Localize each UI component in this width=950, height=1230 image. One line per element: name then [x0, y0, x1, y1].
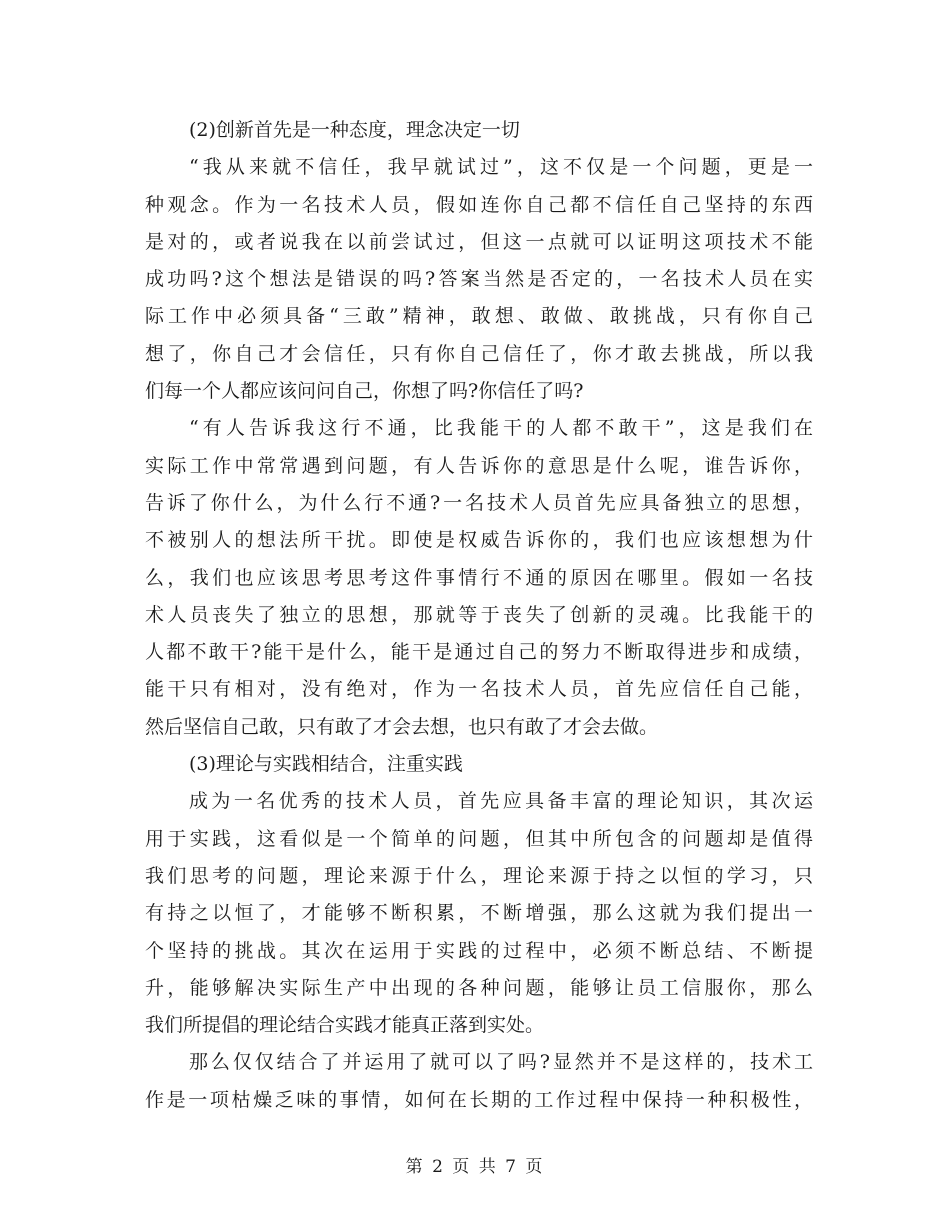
text-line: 是对的，或者说我在以前尝试过，但这一点就可以证明这项技术不能 [145, 230, 813, 253]
text-line: “我从来就不信任，我早就试过”，这不仅是一个问题，更是一 [189, 156, 813, 179]
text-line: 升，能够解决实际生产中出现的各种问题，能够让员工信服你，那么 [145, 976, 813, 999]
text-line: 际工作中必须具备“三敢”精神，敢想、敢做、敢挑战，只有你自己 [145, 305, 813, 328]
text-line: 告诉了你什么，为什么行不通?一名技术人员首先应具备独立的思想， [145, 491, 813, 514]
text-line: 个坚持的挑战。其次在运用于实践的过程中，必须不断总结、不断提 [145, 939, 813, 962]
text-line: 我们思考的问题，理论来源于什么，理论来源于持之以恒的学习，只 [145, 864, 813, 887]
text-line: “有人告诉我这行不通，比我能干的人都不敢干”，这是我们在 [189, 417, 813, 440]
text-line: 想了，你自己才会信任，只有你自己信任了，你才敢去挑战，所以我 [145, 342, 813, 365]
text-line: 么，我们也应该思考思考这件事情行不通的原因在哪里。假如一名技 [145, 566, 813, 589]
text-line: (2)创新首先是一种态度，理念决定一切 [189, 119, 520, 141]
body-text [145, 112, 813, 1119]
text-line: 成功吗?这个想法是错误的吗?答案当然是否定的，一名技术人员在实 [145, 268, 813, 291]
text-line: 我们所提倡的理论结合实践才能真正落到实处。 [145, 1014, 545, 1037]
text-line: 不被别人的想法所干扰。即使是权威告诉你的，我们也应该想想为什 [145, 529, 813, 552]
text-line: 那么仅仅结合了并运用了就可以了吗?显然并不是这样的，技术工 [189, 1051, 813, 1074]
text-line: 术人员丧失了独立的思想，那就等于丧失了创新的灵魂。比我能干的 [145, 603, 813, 626]
text-line: 成为一名优秀的技术人员，首先应具备丰富的理论知识，其次运 [189, 790, 813, 813]
text-line: 种观念。作为一名技术人员，假如连你自己都不信任自己坚持的东西 [145, 193, 813, 216]
text-line: 能干只有相对，没有绝对，作为一名技术人员，首先应信任自己能， [145, 678, 813, 701]
text-line: 然后坚信自己敢，只有敢了才会去想，也只有敢了才会去做。 [145, 715, 659, 738]
text-line: 们每一个人都应该问问自己，你想了吗?你信任了吗? [145, 380, 584, 403]
text-line: (3)理论与实践相结合，注重实践 [189, 753, 463, 776]
text-line: 实际工作中常常遇到问题，有人告诉你的意思是什么呢，谁告诉你， [145, 454, 813, 477]
text-line: 人都不敢干?能干是什么，能干是通过自己的努力不断取得进步和成绩， [145, 641, 813, 664]
text-line: 用于实践，这看似是一个简单的问题，但其中所包含的问题却是值得 [145, 827, 813, 850]
text-line: 作是一项枯燥乏味的事情，如何在长期的工作过程中保持一种积极性， [145, 1088, 813, 1111]
text-line: 有持之以恒了，才能够不断积累，不断增强，那么这就为我们提出一 [145, 902, 813, 925]
page-footer: 第 2 页 共 7 页 [405, 1157, 545, 1177]
